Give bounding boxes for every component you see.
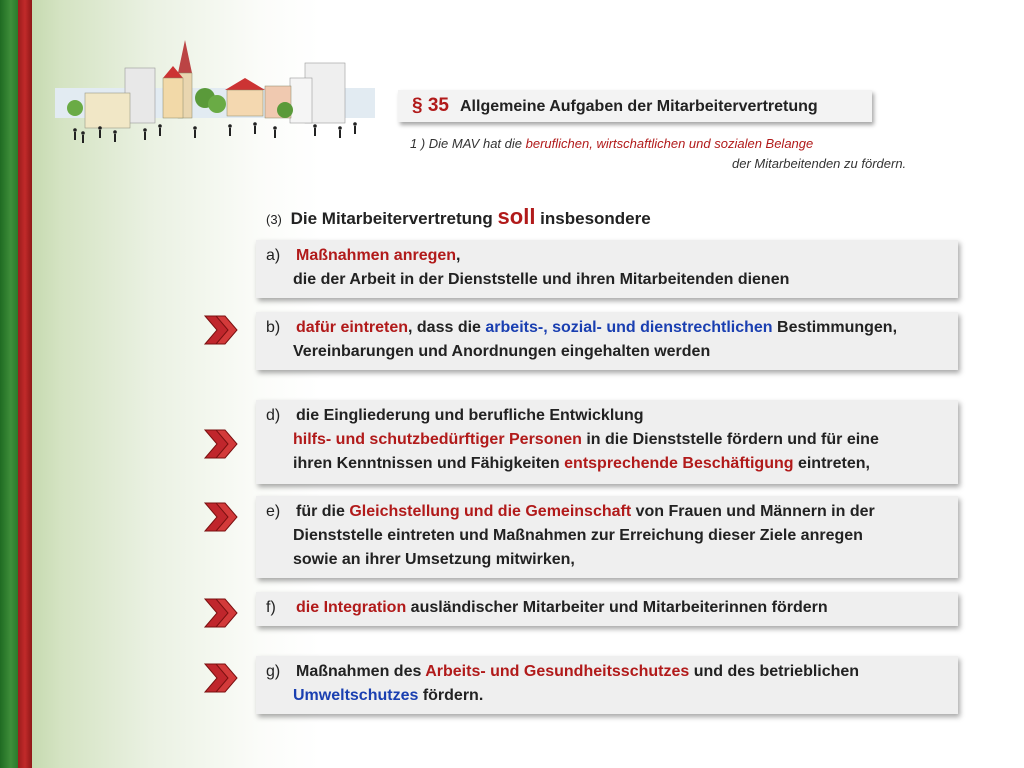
item-f-text: ausländischer Mitarbeiter und Mitarbeiterinnen fördern — [406, 599, 828, 616]
item-b-blue: arbeits-, sozial- und dienstrechtlichen — [485, 319, 773, 336]
header-bar — [398, 90, 872, 122]
intro-emphasis: soll — [497, 204, 536, 229]
double-chevron-icon — [203, 500, 241, 534]
item-e-text2: von Frauen und Männern in der — [631, 503, 875, 520]
item-letter: f) — [266, 599, 276, 616]
double-chevron-icon — [203, 661, 241, 695]
item-e-line3: sowie an ihrer Umsetzung mitwirken, — [293, 551, 575, 568]
item-letter: b) — [266, 319, 281, 336]
item-g — [256, 656, 958, 714]
item-d-text2: ihren Kenntnissen und Fähigkeiten — [293, 455, 565, 472]
item-g-highlight: Arbeits- und Gesundheitsschutzes — [425, 663, 690, 680]
double-chevron-icon — [203, 313, 241, 347]
subtitle-prefix: 1 ) Die MAV hat die — [410, 136, 526, 151]
intro-before: Die Mitarbeitervertretung — [290, 209, 493, 228]
item-a-line2: die der Arbeit in der Dienststelle und ihren Mitarbeitenden dienen — [293, 271, 790, 288]
item-letter: e) — [266, 503, 281, 520]
double-chevron-icon — [203, 596, 241, 630]
item-g-text2: und des betrieblichen — [689, 663, 860, 680]
item-e-line2: Dienststelle eintreten und Maßnahmen zur Erreichung dieser Ziele anregen — [293, 527, 863, 544]
intro-heading — [266, 204, 651, 230]
item-letter: a) — [266, 247, 281, 264]
item-f-highlight: die Integration — [296, 599, 407, 616]
subtitle-line-2: der Mitarbeitenden zu fördern. — [732, 156, 907, 171]
subtitle-highlight: beruflichen, wirtschaftlichen und sozialen Belange — [525, 136, 814, 151]
item-letter: d) — [266, 407, 281, 424]
item-d-highlight: hilfs- und schutzbedürftiger Personen — [293, 431, 582, 448]
item-g-blue: Umweltschutzes — [293, 687, 419, 704]
town-illustration — [55, 38, 375, 150]
item-e — [256, 496, 958, 578]
item-a-text: , — [456, 247, 461, 264]
item-e-highlight: Gleichstellung und die Gemeinschaft — [349, 503, 632, 520]
item-d-line1: die Eingliederung und berufliche Entwicklung — [296, 407, 644, 424]
item-b-line2: Vereinbarungen und Anordnungen eingehalten werden — [293, 343, 711, 360]
item-d-text: in die Dienststelle fördern und für eine — [581, 431, 879, 448]
intro-number: (3) — [266, 212, 282, 227]
item-b-highlight: dafür eintreten — [296, 319, 409, 336]
paragraph-number: § 35 — [412, 95, 449, 116]
double-chevron-icon — [203, 427, 241, 461]
item-d-text3: eintreten, — [793, 455, 870, 472]
item-a-highlight: Maßnahmen anregen — [296, 247, 457, 264]
item-d — [256, 400, 958, 484]
item-b — [256, 312, 958, 370]
item-f — [256, 592, 958, 626]
subtitle-line-1 — [410, 136, 813, 151]
item-b-text2: Bestimmungen, — [772, 319, 898, 336]
item-d-highlight2: entsprechende Beschäftigung — [564, 455, 794, 472]
item-b-text: , dass die — [408, 319, 486, 336]
page-title: Allgemeine Aufgaben der Mitarbeitervertretung — [460, 98, 818, 115]
item-letter: g) — [266, 663, 281, 680]
item-e-text: für die — [296, 503, 350, 520]
item-g-text3: fördern. — [418, 687, 484, 704]
item-a — [256, 240, 958, 298]
intro-after: insbesondere — [540, 209, 651, 228]
item-g-text: Maßnahmen des — [296, 663, 426, 680]
left-red-stripe — [18, 0, 32, 768]
left-green-stripe — [0, 0, 18, 768]
